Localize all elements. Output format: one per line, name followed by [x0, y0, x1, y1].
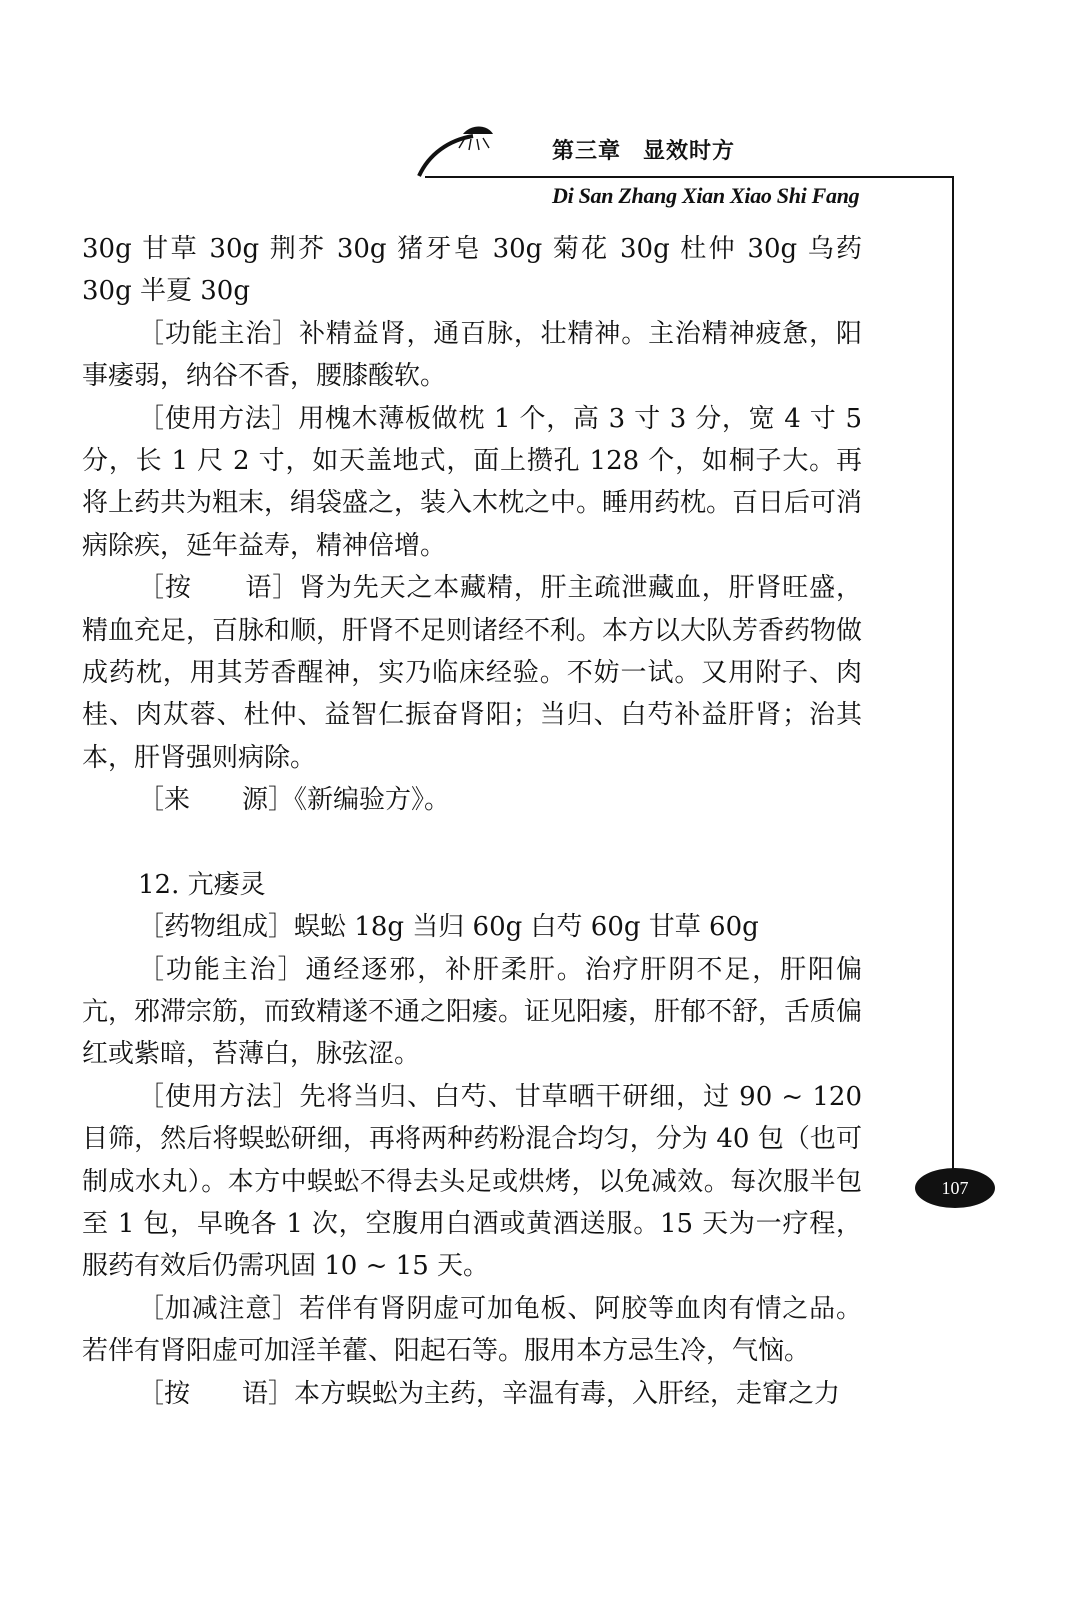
note-text: 肾为先天之本藏精，肝主疏泄藏血，肝肾旺盛，精血充足，百脉和顺，肝肾不足则诸经不利。本方以大队芳香药物做成药枕，用其芳香醒神，实乃临床经验。不妨一试。又用附子、肉桂、肉苁蓉、杜仲、益智仁振奋肾阳；当归、白芍补益肝肾；治其本，肝肾强则病除。	[82, 573, 863, 773]
margin-rule	[952, 176, 954, 1176]
source-text: 《新编验方》。	[294, 785, 451, 816]
function-label: ［功能主治］	[138, 318, 300, 349]
function-label: ［功能主治］	[138, 954, 306, 985]
adjust-label: ［加减注意］	[138, 1293, 300, 1324]
function-text: 通经逐邪，补肝柔肝。治疗肝阴不足，肝阳偏亢，邪滞宗筋，而致精遂不通之阳痿。证见阳痿，肝郁不舒，舌质偏红或紫暗，苔薄白，脉弦涩。	[82, 954, 863, 1070]
note-paragraph	[82, 567, 862, 779]
running-header	[552, 134, 735, 165]
usage-text: 用槐木薄板做枕 1 个，高 3 寸 3 分，宽 4 寸 5 分，长 1 尺 2 寸，如天盖地式，面上攒孔 128 个，如桐子大。再将上药共为粗末，绢袋盛之，装入木枕之中。睡用药枕。百日后可消病除疾，延年益寿，精神倍增。	[82, 403, 863, 561]
chapter-title: 显效时方	[643, 139, 736, 164]
chapter-pinyin: Di San Zhang Xian Xiao Shi Fang	[552, 183, 860, 208]
usage-text: 先将当归、白芍、甘草晒干研细，过 90 ~ 120 目筛，然后将蜈蚣研细，再将两种药粉混合均匀，分为 40 包（也可制成水丸）。本方中蜈蚣不得去头足或烘烤，以免减效。每次服半包至 1 包，早晚各 1 次，空腹用白酒或黄酒送服。15 天为一疗程，服药有效后仍需巩固 10 ~ 15 天。	[82, 1081, 862, 1282]
usage-paragraph	[82, 398, 862, 568]
source-paragraph	[82, 779, 862, 821]
lamp-ornament-icon	[415, 118, 505, 180]
ingredients-label: ［药物组成］	[138, 912, 295, 943]
note-text: 本方蜈蚣为主药，辛温有毒，入肝经，走窜之力	[294, 1378, 841, 1409]
usage-label: ［使用方法］	[138, 1081, 300, 1112]
function-paragraph	[82, 949, 862, 1076]
ingredients-paragraph	[82, 906, 862, 948]
ingredients-text: 蜈蚣 18g 当归 60g 白芍 60g 甘草 60g	[294, 912, 759, 943]
page-body	[82, 228, 862, 1415]
page-number: 107	[915, 1168, 995, 1208]
header-rule	[425, 176, 953, 178]
adjust-paragraph	[82, 1288, 862, 1373]
chapter-label: 第三章	[552, 139, 622, 164]
source-label: ［来 源］	[138, 785, 295, 816]
ingredients-continued: 30g 甘草 30g 荆芥 30g 猪牙皂 30g 菊花 30g 杜仲 30g 乌药 30g 半夏 30g	[82, 234, 862, 307]
note-label: ［按 语］	[138, 573, 300, 604]
function-paragraph	[82, 313, 862, 398]
section-spacer	[82, 822, 862, 864]
function-text: 补精益肾，通百脉，壮精神。主治精神疲惫，阳事痿弱，纳谷不香，腰膝酸软。	[82, 318, 862, 392]
usage-paragraph	[82, 1076, 862, 1288]
usage-label: ［使用方法］	[138, 403, 299, 434]
note-label: ［按 语］	[138, 1378, 295, 1409]
recipe-heading: 12. 亢痿灵	[138, 869, 266, 900]
adjust-text: 若伴有肾阴虚可加龟板、阿胶等血肉有情之品。若伴有肾阳虚可加淫羊藿、阳起石等。服用本方忌生冷，气恼。	[82, 1293, 862, 1367]
note-paragraph	[82, 1373, 862, 1415]
